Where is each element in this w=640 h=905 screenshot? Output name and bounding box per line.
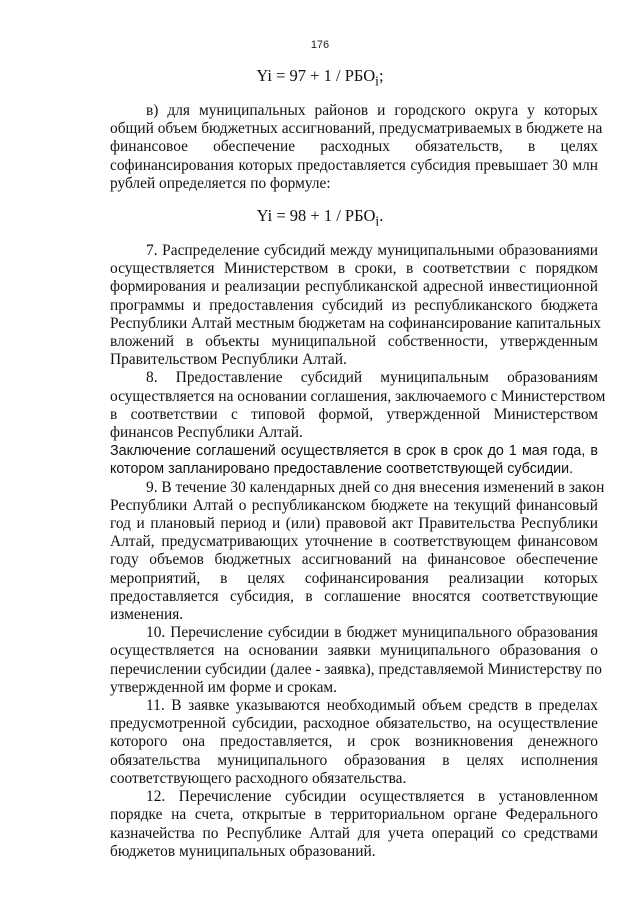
text-line: соответствующего расходного обязательства.	[110, 769, 407, 787]
text-line: в соответствии с типовой формой, утвержденной Министерством	[110, 405, 598, 423]
text-line: перечислении субсидии (далее - заявка), представляемой Министерству по	[110, 660, 602, 678]
formula-1: $Yi = 97 + 1 / РБО_i$;	[256, 66, 384, 89]
text-line: предоставляется субсидия, в соглашение вносятся соответствующие	[110, 587, 598, 605]
main-text	[110, 242, 606, 861]
text-line: Алтай, предусматривающих уточнение в соответствующем финансовом	[110, 533, 598, 551]
text-line: мероприятий, в целях софинансирования реализации которых	[110, 569, 598, 587]
text-line: осуществляется Министерством в сроки, в соответствии с порядком	[110, 260, 598, 278]
text-line: 8. Предоставление субсидий муниципальным образованиям	[146, 369, 598, 387]
text-line: году объемов бюджетных ассигнований на финансовое обеспечение	[110, 551, 598, 569]
text-line: 10. Перечисление субсидии в бюджет муниципального образования	[146, 624, 598, 642]
text-line: котором запланировано предоставление соответствующей субсидии.	[110, 461, 574, 478]
text-line: утвержденной им форме и срокам.	[110, 678, 338, 696]
text-line: бюджетов муниципальных образований.	[110, 842, 376, 860]
text-line: финансов Республики Алтай.	[110, 424, 303, 442]
text-line: Республики Алтай о республиканском бюджете на текущий финансовый	[110, 496, 598, 514]
text-line: Правительством Республики Алтай.	[110, 351, 347, 369]
text-line: рублей определяется по формуле:	[110, 174, 331, 192]
text-line: 12. Перечисление субсидии осуществляется в установленном	[146, 788, 598, 806]
text-line: осуществляется на основании соглашения, заключаемого с Министерством	[110, 387, 606, 405]
text-line: изменения.	[110, 606, 184, 624]
page-number: 176	[310, 39, 330, 51]
text-line: 11. В заявке указываются необходимый объем средств в пределах	[146, 697, 598, 715]
text-line: год и плановый период и (или) правовой акт Правительства Республики	[110, 515, 598, 533]
text-line: порядке на счета, открытые в территориальном органе Федерального	[110, 806, 598, 824]
text-line: финансовое обеспечение расходных обязательств, в целях	[110, 138, 598, 156]
text-line: общий объем бюджетных ассигнований, предусматриваемых в бюджете на	[110, 120, 603, 138]
text-line: программы и предоставления субсидий из республиканского бюджета	[110, 296, 598, 314]
text-line: Республики Алтай местным бюджетам на софинансирование капитальных	[110, 314, 601, 332]
text-line: 7. Распределение субсидий между муниципальными образованиями	[146, 242, 598, 259]
text-line: которого она предоставляется, и срок возникновения денежного	[110, 733, 598, 751]
text-line: в) для муниципальных районов и городского округа у которых	[146, 102, 598, 119]
text-line: предусмотренной субсидии, расходное обязательство, на осуществление	[110, 715, 598, 733]
text-line: софинансирования которых предоставляется субсидия превышает 30 млн	[110, 156, 598, 174]
text-line: казначейства по Республике Алтай для учета операций со средствами	[110, 824, 598, 842]
text-line: формирования и реализации республиканской адресной инвестиционной	[110, 278, 598, 296]
text-line: обязательства муниципального образования в целях исполнения	[110, 751, 598, 769]
text-line: осуществляется на основании заявки муниципального образования о	[110, 642, 598, 660]
text-line: вложений в объекты муниципальной собственности, утвержденным	[110, 333, 598, 351]
formula-2: $Yi = 98 + 1 / РБО_i$.	[256, 206, 384, 229]
text-line: Заключение соглашений осуществляется в срок в срок до 1 мая года, в	[110, 443, 598, 460]
text-line: 9. В течение 30 календарных дней со дня внесения изменений в закон	[146, 478, 605, 496]
paragraph-v	[110, 102, 603, 193]
